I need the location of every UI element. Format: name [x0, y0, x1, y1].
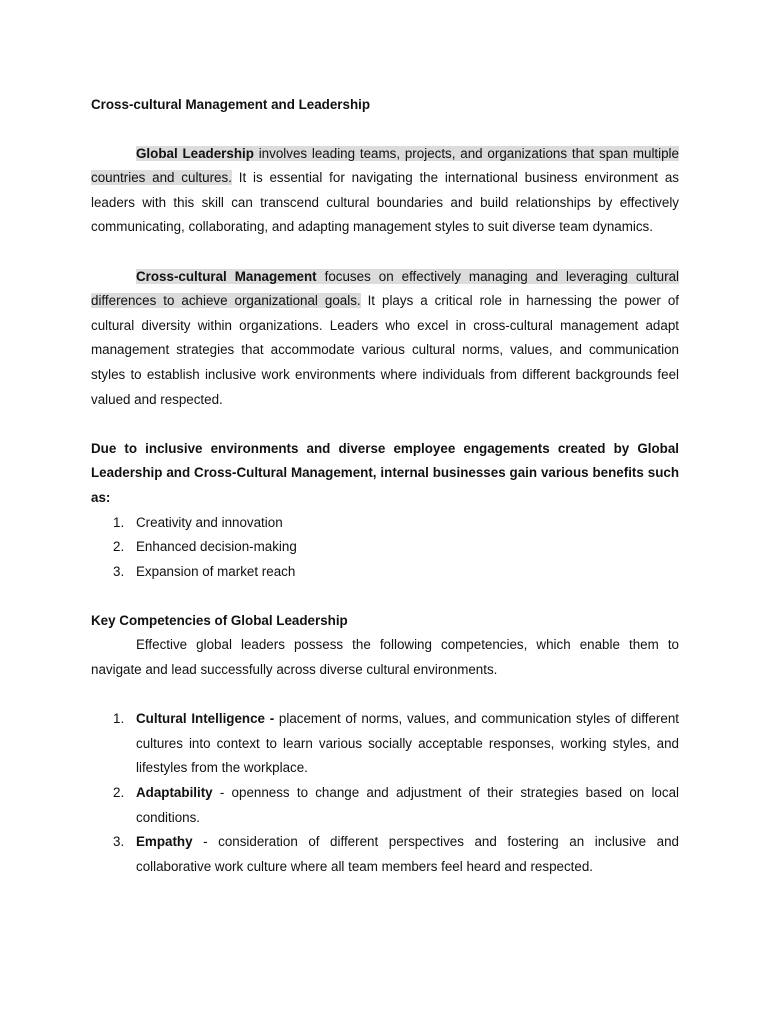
spacer [91, 240, 679, 265]
list-item [113, 511, 679, 536]
benefits-intro: Due to inclusive environments and diverse employee engagements created by Global Leadership and Cross-Cultural Management, internal businesses gain various benefits such as: [91, 440, 679, 505]
list-item-text: Enhanced decision-making [136, 539, 297, 555]
cross-cultural-term: Cross-cultural Management [136, 268, 317, 284]
spacer [91, 584, 679, 609]
list-item-text: Expansion of market reach [136, 563, 296, 579]
list-number: 3. [113, 563, 125, 579]
global-leadership-definition: involves leading teams, projects, and organizations that span multiple countries and cultures. [91, 145, 679, 186]
list-number: 2. [113, 785, 125, 801]
list-item-text: Creativity and innovation [136, 514, 283, 530]
competency-term: Cultural Intelligence - [136, 711, 275, 727]
competencies-heading: Key Competencies of Global Leadership [91, 612, 348, 628]
list-number: 3. [113, 834, 125, 850]
list-item [113, 535, 679, 560]
cross-cultural-definition: focuses on effectively managing and leveraging cultural differences to achieve organizational goals. [91, 268, 679, 309]
global-leadership-body: It is essential for navigating the international business environment as leaders with this skill can transcend cultural boundaries and build relationships by effectively communicating, collaborating, and adapting management styles to suit diverse team dynamics. [91, 170, 679, 235]
global-leadership-term: Global Leadership [136, 145, 254, 161]
cross-cultural-body: It plays a critical role in harnessing the power of cultural diversity within organizations. Leaders who excel in cross-cultural management adapt management strategies that accommodate various cultural norms, values, and communication styles to establish inclusive work environments where individuals from different backgrounds feel valued and respected. [91, 293, 679, 407]
cross-cultural-paragraph [91, 265, 679, 413]
list-number: 1. [113, 711, 125, 727]
spacer [91, 412, 679, 437]
competency-term: Adaptability [136, 785, 213, 801]
list-item [113, 560, 679, 585]
list-item [113, 707, 680, 781]
list-number: 1. [113, 514, 125, 530]
list-item [113, 781, 679, 830]
competency-description: placement of norms, values, and communication styles of different cultures into context to learn various socially acceptable responses, working styles, and lifestyles from the workplace. [136, 711, 680, 776]
competencies-intro: Effective global leaders possess the following competencies, which enable them to navigate and lead successfully across diverse cultural environments. [91, 637, 679, 678]
competencies-list [91, 707, 679, 879]
competency-description: - openness to change and adjustment of their strategies based on local conditions. [136, 785, 679, 825]
global-leadership-paragraph [91, 142, 679, 240]
spacer [91, 683, 679, 708]
list-item [113, 830, 679, 879]
competency-description: - consideration of different perspectives and fostering an inclusive and collaborative work culture where all team members feel heard and respected. [136, 834, 679, 874]
competency-term: Empathy [136, 834, 193, 850]
document-title: Cross-cultural Management and Leadership [91, 97, 371, 112]
benefits-list [91, 511, 679, 585]
list-number: 2. [113, 539, 125, 555]
